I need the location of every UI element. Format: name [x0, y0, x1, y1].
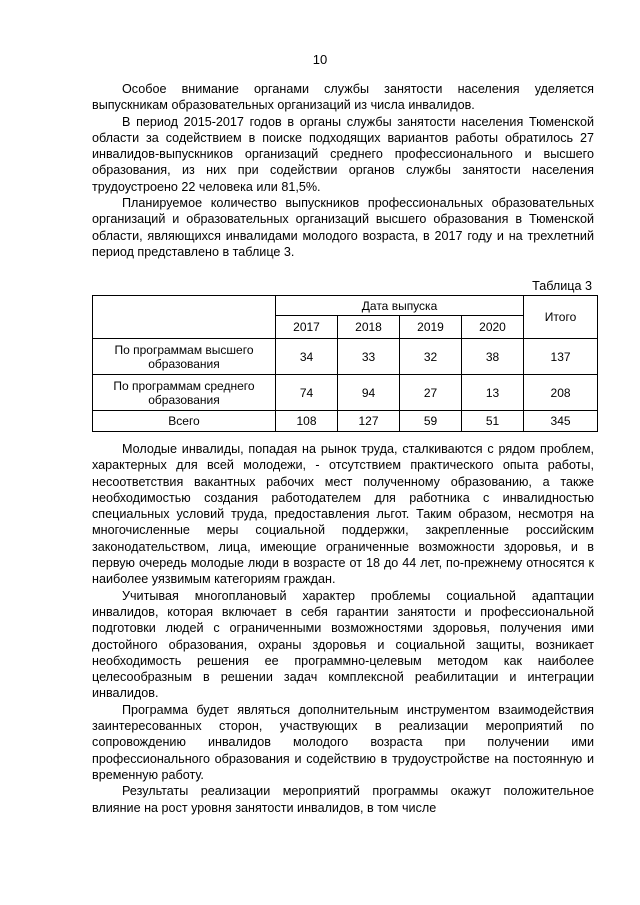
table-cell: 74 — [276, 375, 338, 411]
paragraph: В период 2015-2017 годов в органы службы занятости населения Тюменской области за содействием в поиске подходящих вариантов работы обратилось 27 инвалидов-выпускников организаций среднего профессионального и высшего образования, из них при содействии органов службы занятости населения трудоустроено 22 человека или 81,5%. — [92, 114, 594, 194]
table-cell: 33 — [338, 339, 400, 375]
table-cell: 94 — [338, 375, 400, 411]
table-year-header: 2019 — [400, 316, 462, 339]
table-cell: 108 — [276, 411, 338, 432]
table-row — [93, 339, 598, 375]
table-caption: Таблица 3 — [532, 279, 592, 293]
table-row-total — [93, 411, 598, 432]
page-number: 10 — [312, 52, 328, 67]
table-cell: 51 — [462, 411, 524, 432]
table-corner-cell — [93, 296, 276, 339]
paragraph: Особое внимание органами службы занятости населения уделяется выпускникам образовательных организаций из числа инвалидов. — [92, 82, 594, 113]
table-year-header: 2020 — [462, 316, 524, 339]
table-cell: 13 — [462, 375, 524, 411]
table-cell: 38 — [462, 339, 524, 375]
table-cell: 127 — [338, 411, 400, 432]
table-total-cell: 137 — [524, 339, 598, 375]
table-total-cell: 345 — [524, 411, 598, 432]
paragraph: Результаты реализации мероприятий программы окажут положительное влияние на рост уровня занятости инвалидов, в том числе — [92, 784, 594, 815]
table-row — [93, 375, 598, 411]
paragraph: Учитывая многоплановый характер проблемы социальной адаптации инвалидов, которая включает в себя гарантии занятости и профессиональной подготовки людей с ограниченными возможностями здоровья, получения ими достойного образования, охраны здоровья и социальной защиты, возникает необходимость решения ее программно-целевым методом как наиболее целесообразным в решении задач комплексной реабилитации и интеграции инвалидов. — [92, 588, 594, 701]
text-block-top — [92, 81, 594, 260]
table-row-label: По программам среднего образования — [93, 375, 276, 411]
table-row-label: По программам высшего образования — [93, 339, 276, 375]
table-cell: 27 — [400, 375, 462, 411]
table-row-label: Всего — [93, 411, 276, 432]
text-block-bottom — [92, 441, 594, 816]
paragraph: Планируемое количество выпускников профессиональных образовательных организаций и образовательных организаций высшего образования в Тюменской области, являющихся инвалидами молодого возраста, в 2017 году и на трехлетний период представлено в таблице 3. — [92, 196, 594, 259]
table-cell: 59 — [400, 411, 462, 432]
graduates-table — [92, 295, 598, 432]
paragraph: Программа будет являться дополнительным инструментом взаимодействия заинтересованных сторон, участвующих в реализации мероприятий по сопровождению инвалидов молодого возраста при получении ими профессионального образования и содействию в трудоустройстве на постоянную и временную работу. — [92, 702, 594, 782]
table-cell: 32 — [400, 339, 462, 375]
table-total-header: Итого — [524, 296, 598, 339]
table-total-cell: 208 — [524, 375, 598, 411]
table-year-header: 2017 — [276, 316, 338, 339]
table-cell: 34 — [276, 339, 338, 375]
paragraph: Молодые инвалиды, попадая на рынок труда, сталкиваются с рядом проблем, характерных для всей молодежи, - отсутствием практического опыта работы, несоответствия вакантных рабочих мест полученному образованию, а также необходимостью создания работодателем для работника с инвалидностью специальных условий труда, предоставления льгот. Таким образом, несмотря на многочисленные меры социальной поддержки, закрепленные российским законодательством, лица, имеющие ограниченные возможности здоровья, и в первую очередь молодые люди в возрасте от 18 до 44 лет, по-прежнему относятся к наиболее уязвимым категориям граждан. — [92, 442, 594, 587]
table-year-header: 2018 — [338, 316, 400, 339]
table-group-header: Дата выпуска — [276, 296, 524, 316]
